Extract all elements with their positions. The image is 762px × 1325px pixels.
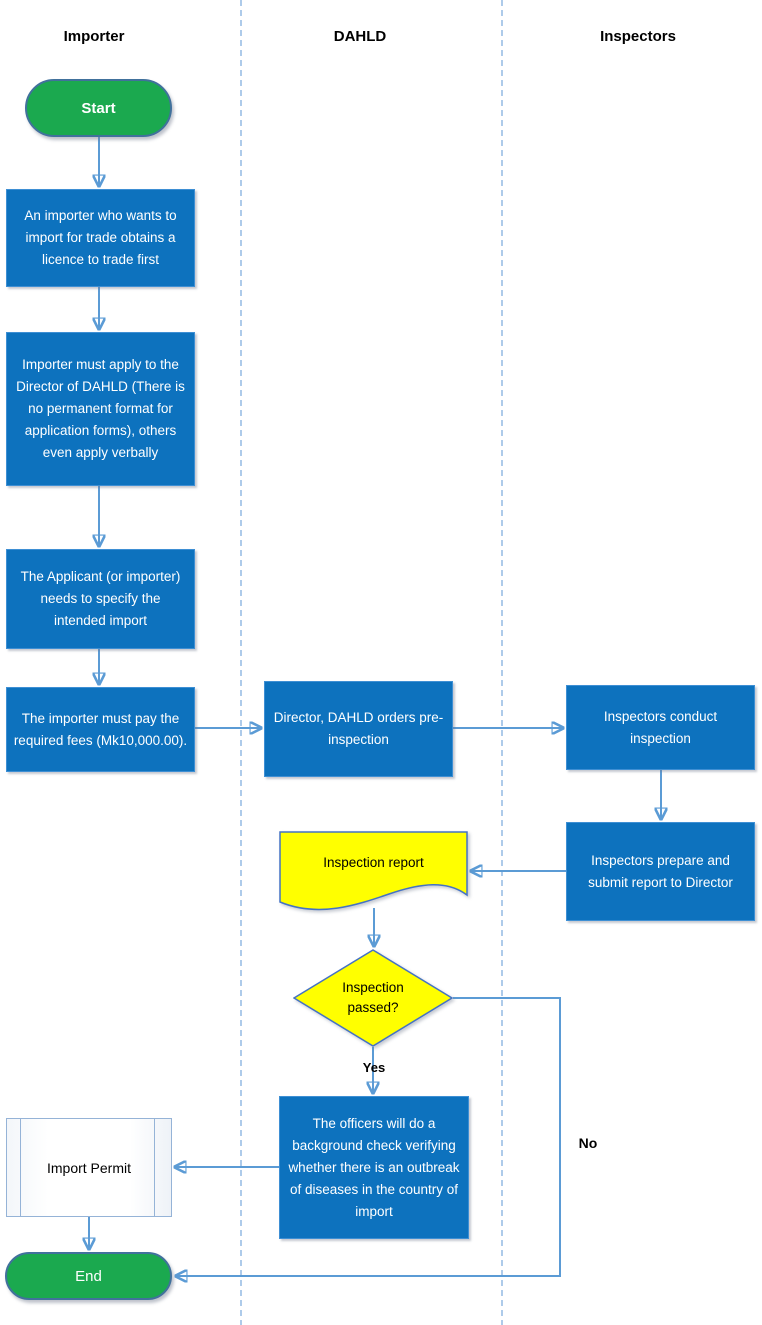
process-order-preinspection (264, 681, 453, 777)
process-prepare-report-label: Inspectors prepare and submit report to Director (588, 852, 733, 890)
edge-label-yes: Yes (362, 1060, 386, 1075)
lane-header-dahld: DAHLD (333, 28, 387, 45)
process-pay-fees-label: The importer must pay the required fees (Mk10,000.00). (13, 710, 188, 748)
lane-divider-2 (501, 0, 503, 1325)
lane-header-inspectors: Inspectors (600, 28, 676, 45)
edge-label-no: No (578, 1135, 598, 1151)
process-background-check-label: The officers will do a background check verifying whether there is an outbreak of diseases in the country of import (288, 1115, 460, 1219)
permit-inner-line-left (20, 1119, 21, 1216)
predefined-process-import-permit-label: Import Permit (46, 1159, 131, 1176)
process-pay-fees (6, 687, 195, 772)
process-conduct-inspection-label: Inspectors conduct inspection (603, 708, 718, 746)
process-obtain-licence-label: An importer who wants to import for trade obtains a licence to trade first (24, 208, 177, 267)
process-background-check (279, 1096, 469, 1239)
end-node (5, 1252, 172, 1300)
document-inspection-report (279, 831, 468, 921)
start-node-label: Start (81, 99, 116, 117)
start-node (25, 79, 172, 137)
decision-inspection-passed-label: Inspection passed? (342, 980, 404, 1015)
document-inspection-report-label: Inspection report (323, 855, 424, 870)
process-specify-import-label: The Applicant (or importer) needs to specify the intended import (20, 569, 181, 628)
end-node-label: End (75, 1267, 102, 1285)
predefined-process-import-permit (6, 1118, 172, 1217)
process-prepare-report (566, 822, 755, 921)
permit-inner-line-right (154, 1119, 155, 1216)
process-obtain-licence (6, 189, 195, 287)
process-specify-import (6, 549, 195, 649)
process-conduct-inspection (566, 685, 755, 770)
lane-divider-1 (240, 0, 242, 1325)
decision-inspection-passed (293, 949, 453, 1047)
process-apply-director-label: Importer must apply to the Director of DAHLD (There is no permanent format for application forms), others even apply verbally (16, 357, 185, 460)
process-apply-director (6, 332, 195, 486)
process-order-preinspection-label: Director, DAHLD orders pre-inspection (273, 710, 444, 747)
lane-header-importer: Importer (63, 28, 125, 45)
